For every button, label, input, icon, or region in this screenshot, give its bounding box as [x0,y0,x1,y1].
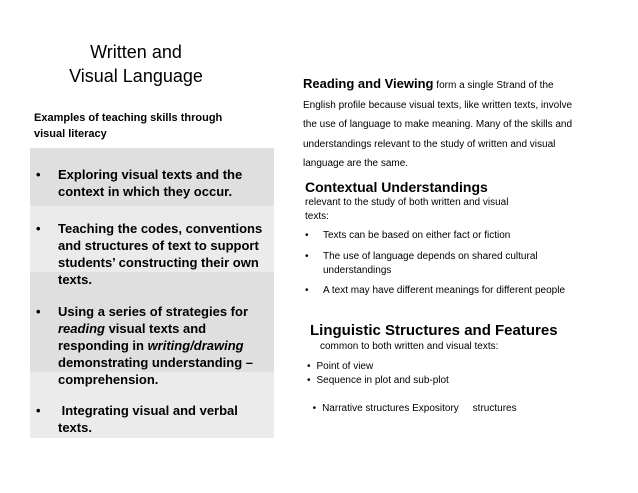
contextual-item [305,250,575,278]
skills-subtitle: Examples of teaching skills through visual literacy [34,112,223,140]
page-title [36,40,236,88]
linguistic-subheading: common to both written and visual texts: [320,341,499,352]
title-line-1: Written and [90,42,182,62]
skill-text: Exploring visual texts and the context in which they occur. [58,167,243,199]
linguistic-item [307,388,597,416]
contextual-item-text: A text may have different meanings for different people [323,285,566,296]
skill-item-teaching [30,220,264,288]
skill-item-integrating [30,402,264,436]
skill-text-part: visual texts and responding in [58,321,207,353]
title-line-2: Visual Language [69,66,203,86]
skill-text-emphasis: writing/drawing [147,338,244,353]
reading-viewing-body: form a single Strand of the English profile because visual texts, like written texts, involve the use of language to make meaning. Many of the skills and understandings relevant to the study of written and visual language are the same. [303,80,573,169]
skill-text-emphasis: reading [58,321,105,336]
skill-item-exploring [30,166,264,200]
contextual-subheading: relevant to the study of both written and visual texts: [305,197,509,222]
skill-text-part: demonstrating understanding – comprehension. [58,355,254,387]
skill-text: Integrating visual and verbal texts. [58,403,242,435]
bullet: • [305,251,309,262]
skill-text [58,303,264,388]
linguistic-heading: Linguistic Structures and Features [310,322,558,339]
skill-item-strategies [30,303,264,388]
bullet: • [36,167,41,182]
reading-viewing-paragraph [303,74,583,174]
linguistic-item [307,374,597,388]
linguistic-item-text: Narrative structures Expository structures [322,403,517,414]
skill-text-part: Using a series of strategies for [58,304,249,319]
skill-text: Teaching the codes, conventions and structures of text to support students’ constructing their own texts. [58,221,263,287]
bullet: • [305,230,309,241]
linguistic-item [307,360,597,374]
bullet: • [312,403,317,414]
bullet: • [307,375,311,386]
linguistic-section [310,322,600,354]
contextual-section [305,178,585,224]
linguistic-item-text: Sequence in plot and sub-plot [316,375,449,386]
reading-viewing-lead: Reading and Viewing [303,76,434,91]
contextual-item-text: The use of language depends on shared cultural understandings [323,251,538,276]
bullet: • [36,304,41,319]
contextual-item [305,284,575,298]
bullet: • [36,403,41,418]
bullet: • [307,361,311,372]
linguistic-item-text: Point of view [316,361,374,372]
contextual-heading: Contextual Understandings [305,179,488,195]
bullet: • [305,285,309,296]
bullet: • [36,221,41,236]
contextual-item [305,229,575,243]
contextual-item-text: Texts can be based on either fact or fiction [323,230,511,241]
